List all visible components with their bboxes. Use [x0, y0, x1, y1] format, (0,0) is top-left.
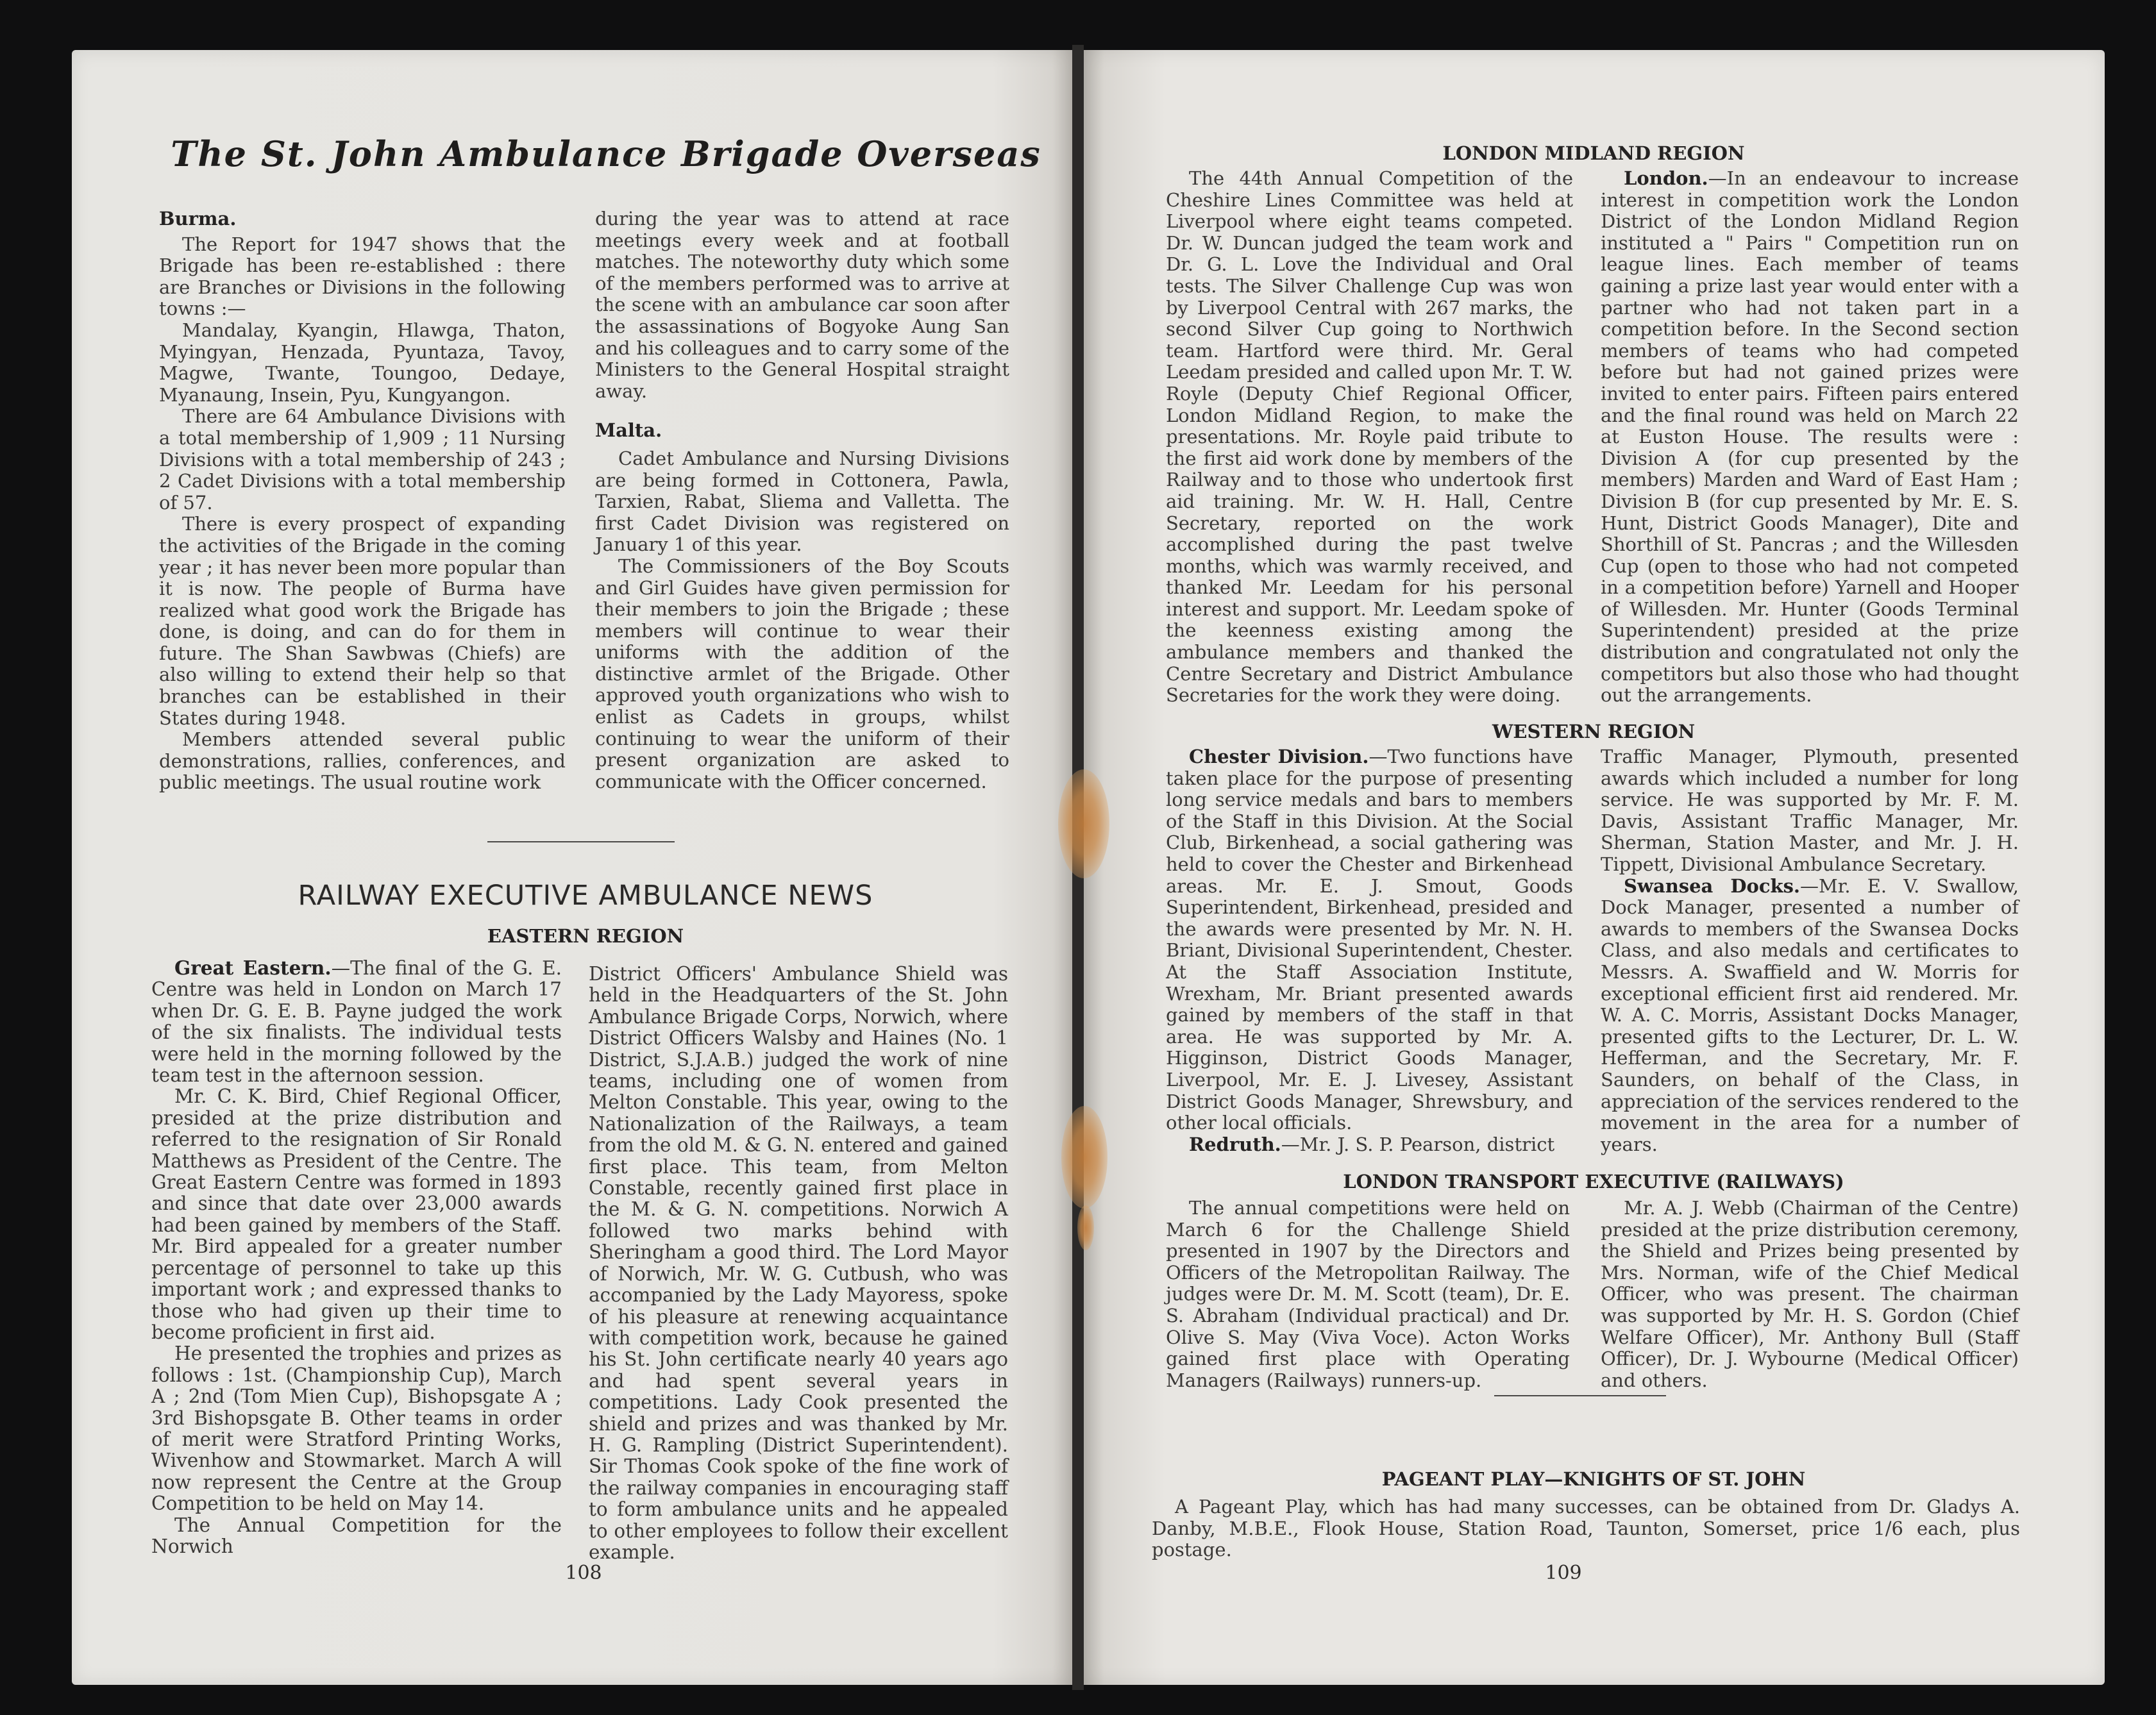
london-transport-column-1 — [1166, 1198, 1570, 1391]
burma-towns: Mandalay, Kyangin, Hlawga, Thaton, Myingyan, Henzada, Pyuntaza, Tavoy, Magwe, Twante, Toungoo, Dedaye, Myanaung, Insein, Pyu, Kungyangon. — [159, 319, 566, 406]
swansea-runin: Swansea Docks. — [1624, 874, 1801, 897]
london-transport-paragraph-1: The annual competitions were held on March 6 for the Challenge Shield presented in 1907 by the Directors and Officers of the Metropolitan Railway. The judges were Dr. M. M. Scott (team), Dr. E. S. Abraham (Individual practical) and Dr. Olive S. May (Viva Voce). Acton Works gained first place with Operating Managers (Railways) runners-up. — [1166, 1197, 1570, 1391]
burma-column-1 — [159, 208, 566, 794]
water-stain-upper — [1058, 769, 1109, 878]
london-transport-paragraph-2: Mr. A. J. Webb (Chairman of the Centre) presided at the prize distribution ceremony, the Shield and Prizes being presented by Mrs. Norman, wife of the Chief Medical Officer, who was present. The chairman was supported by Mr. H. S. Gordon (Chief Welfare Officer), Mr. Anthony Bull (Staff Officer), Dr. J. Wybourne (Medical Officer) and others. — [1601, 1197, 2019, 1391]
water-stain-lower — [1061, 1106, 1107, 1209]
burma-column-2 — [595, 208, 1009, 792]
great-eastern-paragraph-4: The Annual Competition for the Norwich — [151, 1514, 562, 1557]
western-column-1 — [1166, 746, 1573, 1155]
redruth-paragraph — [1166, 1134, 1573, 1156]
cheshire-lines-paragraph: The 44th Annual Competition of the Cheshire Lines Committee was held at Liverpool where eight teams competed. Dr. W. Duncan judged the team work and Dr. G. L. Love the Individual and Oral tests. The Silver Challenge Cup was won by Liverpool Central with 267 marks, the second Silver Cup going to Northwich team. Hartford were third. Mr. Geral Leedam presided and called upon Mr. T. W. Royle (Deputy Chief Regional Officer, London Midland Region, to make the presentations. Mr. Royle paid tribute to the first aid work done by members of the Railway and to those who undertook first aid training. Mr. W. H. Hall, Centre Secretary, reported on the work accomplished during the past twelve months, which was warmly received, and thanked Mr. Leedam for his personal interest and support. Mr. Leedam spoke of the keenness existing among the ambulance members and thanked the Centre Secretary and District Ambulance Secretaries for the work they were doing. — [1166, 167, 1573, 707]
london-pairs-text: —In an endeavour to increase interest in competition work the London District of the London Midland Region instituted a " Pairs " Competition run on league lines. Each member of teams gaining a prize last year would enter with a partner who had not taken part in a competition before. In the Second section members of teams who had competed before but had not gained prizes were invited to enter pairs. Fifteen pairs entered and the final round was held on March 22 at Euston House. The results were : Division A (for cup presented by the members) Marden and Ward of East Ham ; Division B (for cup presented by Mr. E. S. Hunt, District Goods Manager), Dite and Shorthill of St. Pancras ; and the Willesden Cup (open to those who had not competed in a competition before) Yarnell and Hooper of Willesden. Mr. Hunter (Goods Terminal Superintendent) presided at the prize distribution and congratulated not only the competitors but also those who had thought out the arrangements. — [1601, 167, 2019, 707]
water-stain-drip — [1077, 1205, 1094, 1250]
divider-rule-left — [487, 841, 675, 842]
great-eastern-text-1: —The final of the G. E. Centre was held in London on March 17 when Dr. G. E. B. Payne judged the work of the six finalists. The individual tests were held in the morning followed by the team test in the afternoon session. — [151, 957, 562, 1087]
eastern-region-heading: EASTERN REGION — [487, 925, 684, 947]
great-eastern-paragraph-3: He presented the trophies and prizes as follows : 1st. (Championship Cup), March A ; 2nd (Tom Mien Cup), Bishopsgate A ; 3rd Bishopsgate B. Other teams in order of merit were Stratford Printing Works, Wivenhow and Stowmarket. March A will now represent the Centre at the Group Competition to be held on May 14. — [151, 1343, 562, 1515]
redruth-text: —Mr. J. S. P. Pearson, district — [1281, 1133, 1555, 1155]
london-pairs-paragraph — [1601, 168, 2019, 707]
eastern-column-1 — [151, 957, 562, 1557]
burma-paragraph-5: during the year was to attend at race meetings every week and at football matches. The noteworthy duty which some of the members performed was to arrive at the scene with an ambulance car soon after the assassinations of Bogyoke Aung San and his colleagues and to carry some of the Ministers to the General Hospital straight away. — [595, 208, 1009, 402]
london-transport-heading: LONDON TRANSPORT EXECUTIVE (RAILWAYS) — [1343, 1171, 1844, 1192]
page-number-right: 109 — [1545, 1562, 1582, 1584]
overseas-title: The St. John Ambulance Brigade Overseas — [171, 133, 1041, 174]
london-runin: London. — [1624, 167, 1708, 189]
page-number-left: 108 — [565, 1562, 602, 1584]
london-midland-column-2 — [1601, 168, 2019, 707]
london-midland-column-1 — [1166, 168, 1573, 707]
malta-heading: Malta. — [595, 419, 662, 442]
chester-text: —Two functions have taken place for the purpose of presenting long service medals and bars to members of the Staff in this Division. At the Social Club, Birkenhead, a social gathering was held to cover the Chester and Birkenhead areas. Mr. E. J. Smout, Goods Superintendent, Birkenhead, presided and the awards were presented by Mr. N. H. Briant, Divisional Superintendent, Chester. At the Staff Association Institute, Wrexham, Mr. Briant presented awards gained by members of the staff in that area. He was supported by Mr. A. Higginson, District Goods Manager, Liverpool, Mr. E. J. Livesey, Assistant District Goods Manager, Shrewsbury, and other local officials. — [1166, 746, 1573, 1134]
burma-paragraph-3: There is every prospect of expanding the activities of the Brigade in the coming year ; it has never been more popular than it is now. The people of Burma have realized what good work the Brigade has done, is doing, and can do for them in future. The Shan Sawbwas (Chiefs) are also willing to extend their help so that branches can be established in their States during 1948. — [159, 513, 566, 729]
norwich-paragraph: District Officers' Ambulance Shield was held in the Headquarters of the St. John Ambulance Brigade Corps, Norwich, where District Officers Walsby and Haines (No. 1 District, S.J.A.B.) judged the work of nine teams, including one of women from Melton Constable. This year, owing to the Nationalization of the Railways, a team from the old M. & G. N. entered and gained first place. This team, from Melton Constable, recently gained first place in the M. & G. N. competitions. Norwich A followed two marks behind with Sheringham a good third. The Lord Mayor of Norwich, Mr. W. G. Cutbush, who was accompanied by the Lady Mayoress, spoke of his pleasure at renewing acquaintance with competition work, because he gained his St. John certificate nearly 40 years ago and had spent several years in competitions. Lady Cook presented the shield and prizes and was thanked by Mr. H. G. Rampling (District Superintendent). Sir Thomas Cook spoke of the fine work of the railway companies in encouraging staff to form ambulance units and he appealed to other employees to follow their excellent example. — [589, 963, 1008, 1563]
malta-paragraph-1: Cadet Ambulance and Nursing Divisions are being formed in Cottonera, Pawla, Tarxien, Rabat, Sliema and Valletta. The first Cadet Division was registered on January 1 of this year. — [595, 447, 1009, 556]
pageant-play-column — [1152, 1496, 2020, 1561]
great-eastern-paragraph-1 — [151, 957, 562, 1086]
great-eastern-paragraph-2: Mr. C. K. Bird, Chief Regional Officer, presided at the prize distribution and referred to the resignation of Sir Ronald Matthews as President of the Centre. The Great Eastern Centre was formed in 1893 and since that date over 23,000 awards had been gained by members of the Staff. Mr. Bird appealed for a greater number percentage of personnel to take up this important work ; and expressed thanks to those who had given up their time to become proficient in first aid. — [151, 1085, 562, 1343]
malta-paragraph-2: The Commissioners of the Boy Scouts and Girl Guides have given permission for their members to join the Brigade ; these members will continue to wear their uniforms with the addition of the distinctive armlet of the Brigade. Other approved youth organizations who wish to enlist as Cadets in groups, whilst continuing to wear the uniform of their present organization are asked to communicate with the Officer concerned. — [595, 555, 1009, 792]
pageant-play-heading: PAGEANT PLAY—KNIGHTS OF ST. JOHN — [1381, 1468, 1806, 1490]
great-eastern-runin: Great Eastern. — [174, 957, 332, 979]
pageant-play-paragraph: A Pageant Play, which has had many successes, can be obtained from Dr. Gladys A. Danby, M.B.E., Flook House, Station Road, Taunton, Somerset, price 1/6 each, plus postage. — [1152, 1496, 2020, 1561]
redruth-runin: Redruth. — [1189, 1133, 1281, 1155]
burma-paragraph-1: The Report for 1947 shows that the Brigade has been re-established : there are Branches or Divisions in the following towns :— — [159, 233, 566, 320]
redruth-continued: Traffic Manager, Plymouth, presented awards which included a number for long service. He was supported by Mr. F. M. Davis, Assistant Traffic Manager, Mr. Sherman, Station Master, and Mr. J. H. Tippett, Divisional Ambulance Secretary. — [1601, 746, 2019, 875]
railway-news-title: RAILWAY EXECUTIVE AMBULANCE NEWS — [298, 880, 873, 912]
london-midland-heading: LONDON MIDLAND REGION — [1442, 142, 1745, 164]
london-transport-column-2 — [1601, 1198, 2019, 1391]
swansea-paragraph — [1601, 876, 2019, 1156]
swansea-text: —Mr. E. V. Swallow, Dock Manager, presented a number of awards to members of the Swansea Docks Class, and also medals and certificates to Messrs. A. Swaffield and W. Morris for exceptional efficient first aid rendered. Mr. W. A. C. Morris, Assistant Docks Manager, presented gifts to the Lecturer, Dr. L. W. Hefferman, and the Secretary, Mr. F. Saunders, on behalf of the Class, in appreciation of the services rendered to the movement in the area for a number of years. — [1601, 874, 2019, 1155]
western-region-heading: WESTERN REGION — [1492, 721, 1696, 742]
chester-paragraph — [1166, 746, 1573, 1134]
burma-heading: Burma. — [159, 208, 237, 230]
chester-runin: Chester Division. — [1189, 746, 1369, 767]
eastern-column-2 — [589, 964, 1008, 1563]
divider-rule-right — [1494, 1395, 1666, 1396]
burma-paragraph-2: There are 64 Ambulance Divisions with a total membership of 1,909 ; 11 Nursing Divisions with a total membership of 243 ; 2 Cadet Divisions with a total membership of 57. — [159, 405, 566, 514]
western-column-2 — [1601, 746, 2019, 1155]
burma-paragraph-4: Members attended several public demonstrations, rallies, conferences, and public meetings. The usual routine work — [159, 728, 566, 794]
